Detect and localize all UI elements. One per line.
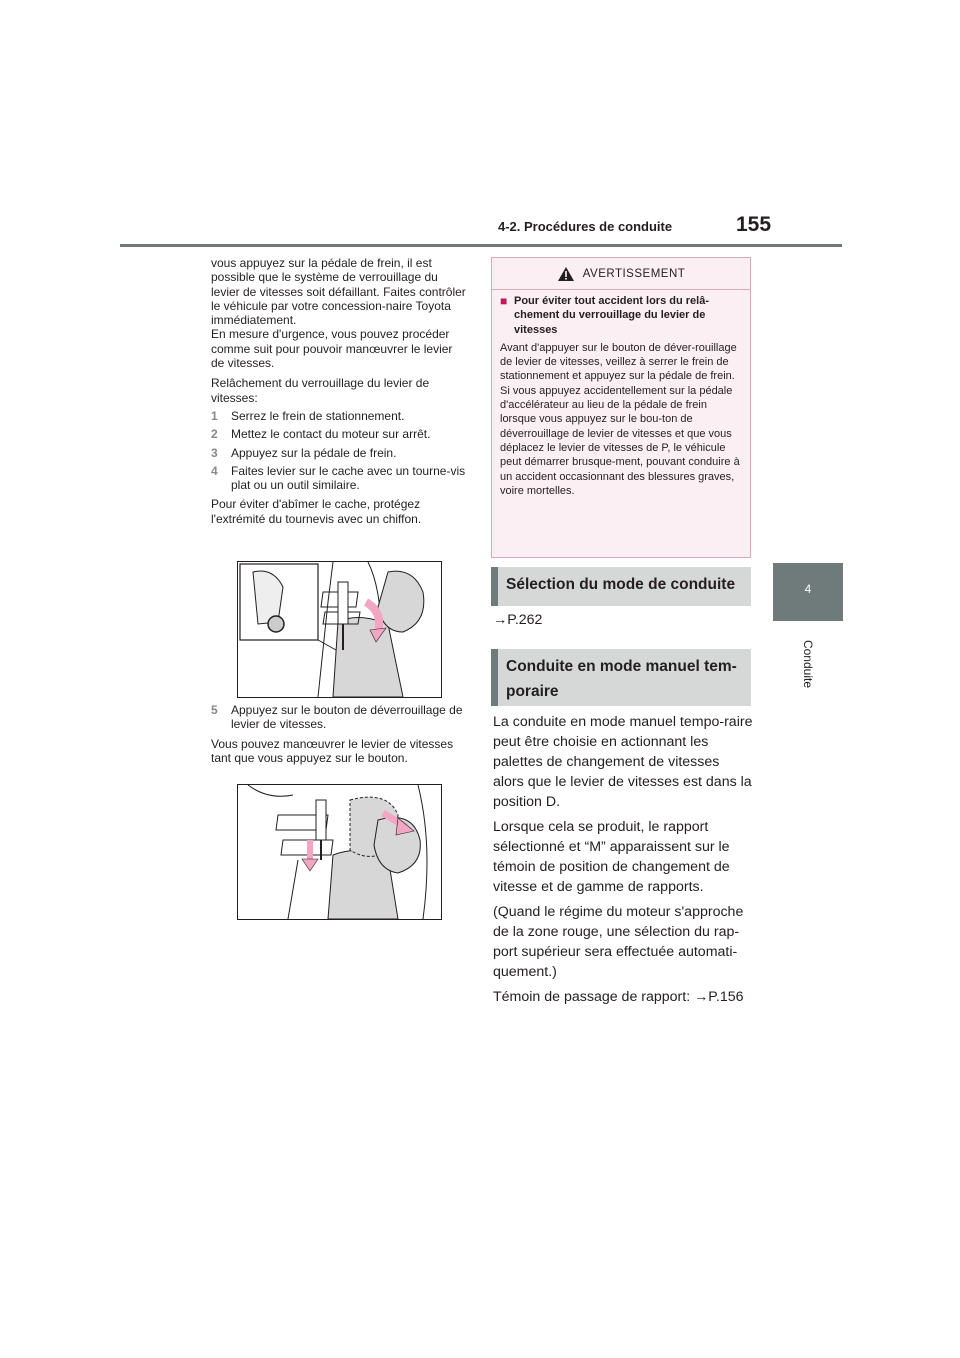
warning-heading [500,294,744,337]
manual-paragraph-3: (Quand le régime du moteur s'approche de la zone rouge, une sélection du rap-port supérieur sera effectuée automati-quement.) [493,904,744,980]
hold-note: Vous pouvez manœuvrer le levier de vitesses tant que vous appuyez sur le bouton. [211,736,454,765]
chapter-tab[interactable]: 4 [773,563,843,621]
section-heading-mode-selection: Sélection du mode de conduite [491,567,751,606]
warning-label: AVERTISSEMENT [582,267,686,280]
intro-paragraph-2: En mesure d'urgence, vous pouvez procéder comme suit pour pouvoir manœuvrer le levier de vitesses. [211,327,453,371]
mode-selection-ref[interactable]: →P.262 [493,612,543,628]
step-1 [211,409,467,423]
step-number: 4 [211,463,218,478]
step-4 [211,464,467,493]
header-rule [120,244,842,247]
figure-pry-cover-illustration [238,562,441,697]
manual-paragraph-4: Témoin de passage de rapport: →P.156 [493,989,744,1005]
warning-body [492,290,750,498]
left-text-block-2 [211,703,467,765]
warning-box [491,257,751,558]
step-3 [211,446,467,460]
warning-text-2: Si vous appuyez accidentellement sur la pédale d'accélérateur au lieu de la pédale de frein lorsque vous appuyez sur le bou-ton de déverrouillage de levier de vitesses et que vous déplacez le levier de vitesses de P, le véhicule peut démarrer brusque-ment, pouvant conduire à un accident occasionnant des blessures graves, voire mortelles. [500,384,740,497]
section-heading-manual-mode: Conduite en mode manuel tem-poraire [491,649,751,706]
step-number: 1 [211,408,218,423]
bullet-square-icon: ■ [500,294,508,308]
step-text: Appuyez sur la pédale de frein. [231,445,397,460]
protect-note: Pour éviter d'abîmer le cache, protégez l'extrémité du tournevis avec un chiffon. [211,497,422,526]
warning-triangle-icon [557,266,575,282]
step-number: 2 [211,427,218,442]
step-number: 5 [211,703,218,717]
step-text: Appuyez sur le bouton de déverrouillage de levier de vitesses. [231,703,463,732]
left-text-block [211,256,467,526]
figure-pry-cover [237,561,442,698]
step-text: Serrez le frein de stationnement. [231,408,405,423]
chapter-side-label: Conduite [801,639,815,689]
manual-paragraph-1: La conduite en mode manuel tempo-raire peut être choisie en actionnant les palettes de changement de vitesses alors que le levier de vitesses est dans la position D. [493,714,753,810]
intro-paragraph: vous appuyez sur la pédale de frein, il est possible que le système de verrouillage du levier de vitesses soit défaillant. Faites contrôler le véhicule par votre concession-naire Toyota immédiatement. [211,256,466,328]
figure-release-button [237,784,442,920]
manual-paragraph-2: Lorsque cela se produit, le rapport sélectionné et “M” apparaissent sur le témoin de position de changement de vitesse et de gamme de rapports. [493,819,730,895]
page-number: 155 [736,213,772,236]
step-5 [211,703,467,732]
step-number: 3 [211,445,218,460]
warning-text: Avant d'appuyer sur le bouton de déver-rouillage de levier de vitesses, veillez à serrer le frein de stationnement et appuyez sur la pédale de frein. [500,341,737,383]
figure-release-button-illustration [238,785,441,919]
step-2 [211,427,467,441]
header-section-title: 4-2. Procédures de conduite [498,219,673,234]
warning-heading-text: Pour éviter tout accident lors du relâ-chement du verrouillage du levier de vitesses [514,295,709,336]
warning-header [492,258,750,290]
step-text: Mettez le contact du moteur sur arrêt. [231,427,431,442]
step-text: Faites levier sur le cache avec un tourne-vis plat ou un outil similaire. [231,463,466,493]
manual-mode-text [493,712,753,1012]
release-title: Relâchement du verrouillage du levier de vitesses: [211,376,430,405]
